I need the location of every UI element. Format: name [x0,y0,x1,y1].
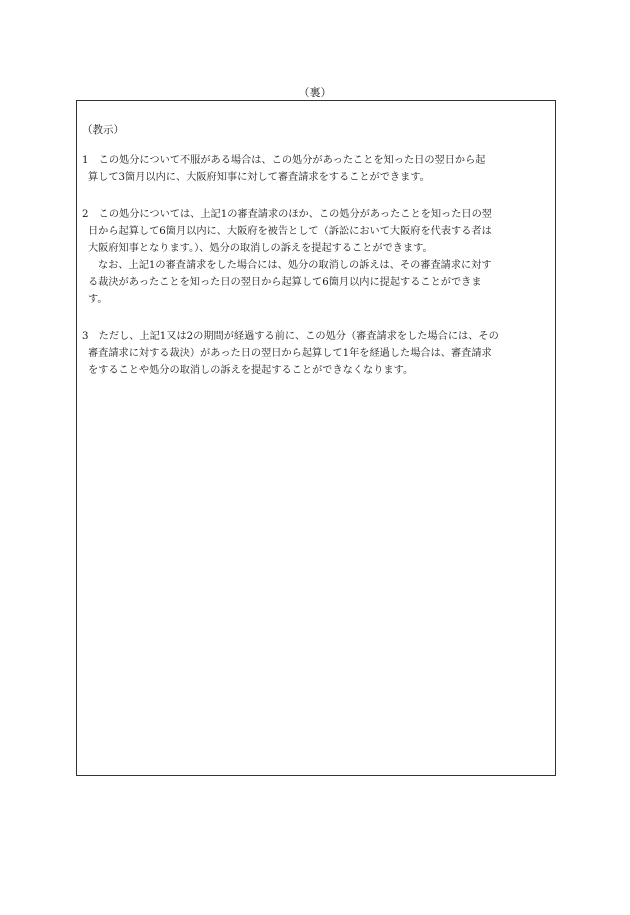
notice-item-2-line: 大阪府知事となります。）、処分の取消しの訴えを提起することができます。 [88,243,433,254]
notice-item-1 [82,152,552,186]
page-side-label: （裏） [298,86,332,99]
notice-item-2-line: なお、上記1の審査請求をした場合には、処分の取消しの訴えは、その審査請求に対す [98,260,492,271]
notice-item-2-line: る裁決があったことを知った日の翌日から起算して6箇月以内に提起することができま [88,277,482,288]
notice-item-2-line: 日から起算して6箇月以内に、大阪府を被告として（訴訟において大阪府を代表する者は [88,226,492,237]
notice-box [76,100,556,776]
notice-item-1-line: 1 この処分について不服がある場合は、この処分があったことを知った日の翌日から起 [82,155,486,166]
notice-item-3 [82,328,552,379]
notice-item-3-line: 審査請求に対する裁決）があった日の翌日から起算して1年を経過した場合は、審査請求 [88,348,492,359]
notice-item-3-line: 3 ただし、上記1又は2の期間が経過する前に、この処分（審査請求をした場合には、その [82,331,499,342]
notice-item-1-line: 算して3箇月以内に、大阪府知事に対して審査請求をすることができます。 [88,172,430,183]
notice-item-2-line: す。 [88,294,108,305]
notice-item-2-line: 2 この処分については、上記1の審査請求のほか、この処分があったことを知った日の翌 [82,209,492,220]
notice-item-3-line: をすることや処分の取消しの訴えを提起することができなくなります。 [88,365,414,376]
notice-heading: （教示） [82,124,124,136]
notice-item-2 [82,206,552,308]
